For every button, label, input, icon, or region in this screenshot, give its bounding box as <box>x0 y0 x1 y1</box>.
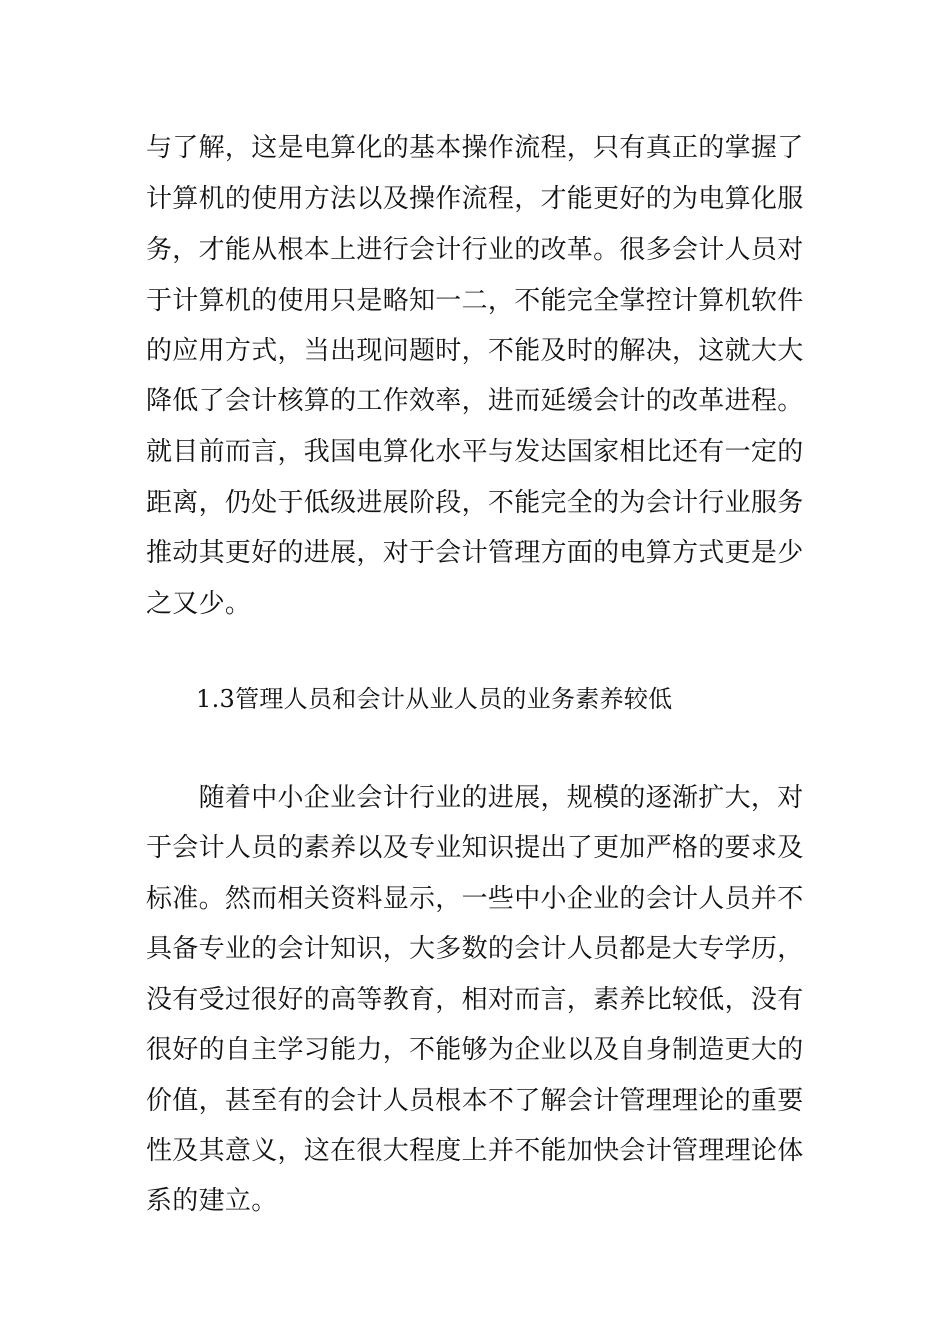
section-heading: 1.3管理人员和会计从业人员的业务素养较低 <box>196 685 673 713</box>
paragraph-2-line-7: 价值，甚至有的会计人员根本不了解会计管理理论的重要 <box>146 1086 804 1116</box>
paragraph-1-line-10: 之又少。 <box>146 589 252 619</box>
paragraph-1-line-8: 距离，仍处于低级进展阶段，不能完全的为会计行业服务 <box>146 488 804 518</box>
paragraph-2-line-9: 系的建立。 <box>146 1186 278 1216</box>
paragraph-2-line-1: 随着中小企业会计行业的进展，规模的逐渐扩大，对 <box>146 783 804 813</box>
paragraph-2-line-4: 具备专业的会计知识，大多数的会计人员都是大专学历， <box>146 934 804 964</box>
paragraph-1-line-6: 降低了会计核算的工作效率，进而延缓会计的改革进程。 <box>146 386 804 416</box>
paragraph-2-line-3: 标准。然而相关资料显示，一些中小企业的会计人员并不 <box>146 884 804 914</box>
paragraph-1-line-5: 的应用方式，当出现问题时，不能及时的解决，这就大大 <box>146 336 804 366</box>
paragraph-1-line-1: 与了解，这是电算化的基本操作流程，只有真正的掌握了 <box>146 133 804 163</box>
paragraph-1-line-4: 于计算机的使用只是略知一二，不能完全掌控计算机软件 <box>146 286 804 316</box>
paragraph-2-line-8: 性及其意义，这在很大程度上并不能加快会计管理理论体 <box>146 1136 804 1166</box>
paragraph-2-line-6: 很好的自主学习能力，不能够为企业以及自身制造更大的 <box>146 1035 804 1065</box>
paragraph-2-line-2: 于会计人员的素养以及专业知识提出了更加严格的要求及 <box>146 833 804 863</box>
paragraph-1-line-7: 就目前而言，我国电算化水平与发达国家相比还有一定的 <box>146 437 804 467</box>
paragraph-1-line-9: 推动其更好的进展，对于会计管理方面的电算方式更是少 <box>146 538 804 568</box>
paragraph-1-line-3: 务，才能从根本上进行会计行业的改革。很多会计人员对 <box>146 235 804 265</box>
paragraph-1-line-2: 计算机的使用方法以及操作流程，才能更好的为电算化服 <box>146 184 804 214</box>
paragraph-2-line-5: 没有受过很好的高等教育，相对而言，素养比较低，没有 <box>146 985 804 1015</box>
